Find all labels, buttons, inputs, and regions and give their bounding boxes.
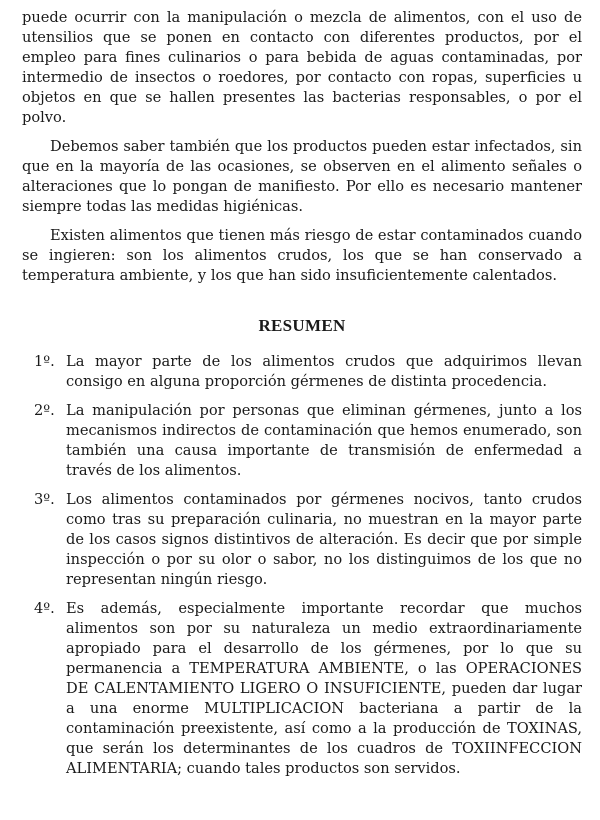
summary-item-number: 2º. — [34, 402, 55, 419]
summary-item-text: Es además, especialmente importante recordar que muchos alimentos son por su naturaleza un medio extraordinariamente apropiado para el desarrollo de los gérmenes, por lo que su permanencia a TEMPERATURA AMBIENTE, o las OPERACIONES DE CALENTAMIENTO LIGERO O INSUFICIENTE, pueden dar lugar a una enorme MULTIPLICACION bacteriana a partir de la contaminación preexistente, así como a la producción de TOXINAS, que serán los determinantes de los cuadros de TOXIINFECCION ALIMENTARIA; cuando tales productos son servidos. — [66, 600, 582, 777]
summary-title: RESUMEN — [258, 316, 346, 335]
paragraph-continuation: puede ocurrir con la manipulación o mezcla de alimentos, con el uso de utensilios que se ponen en contacto con diferentes productos, por el empleo para fines culinarios o para bebida de aguas contaminadas, por intermedio de insectos o roedores, por contacto con ropas, superficies u objetos en que se hallen presentes las bacterias responsables, o por el polvo. — [22, 9, 582, 126]
summary-item-number: 4º. — [34, 600, 55, 617]
summary-item-number: 3º. — [34, 491, 55, 508]
paragraph-risk-foods: Existen alimentos que tienen más riesgo de estar contaminados cuando se ingieren: son los alimentos crudos, los que se han conservado a temperatura ambiente, y los que han sido insuficientemente calentados. — [22, 227, 582, 284]
summary-item-text: Los alimentos contaminados por gérmenes nocivos, tanto crudos como tras su preparación culinaria, no muestran en la mayor parte de los casos signos distintivos de alteración. Es decir que por simple inspección o por su olor o sabor, no los distinguimos de los que no representan ningún riesgo. — [66, 491, 582, 588]
document-page — [22, 8, 582, 779]
summary-item-1 — [34, 352, 582, 392]
summary-item-number: 1º. — [34, 353, 55, 370]
paragraph-infected-products: Debemos saber también que los productos pueden estar infectados, sin que en la mayoría de las ocasiones, se observen en el alimento señales o alteraciones que lo pongan de manifiesto. Por ello es necesario mantener siempre todas las medidas higiénicas. — [22, 138, 582, 215]
summary-item-2 — [34, 401, 582, 481]
summary-item-3 — [34, 490, 582, 590]
summary-item-text: La manipulación por personas que eliminan gérmenes, junto a los mecanismos indirectos de contaminación que hemos enumerado, son también una causa importante de transmisión de enfermedad a través de los alimentos. — [66, 402, 582, 479]
summary-item-text: La mayor parte de los alimentos crudos que adquirimos llevan consigo en alguna proporción gérmenes de distinta procedencia. — [66, 353, 582, 390]
summary-item-4 — [34, 599, 582, 779]
